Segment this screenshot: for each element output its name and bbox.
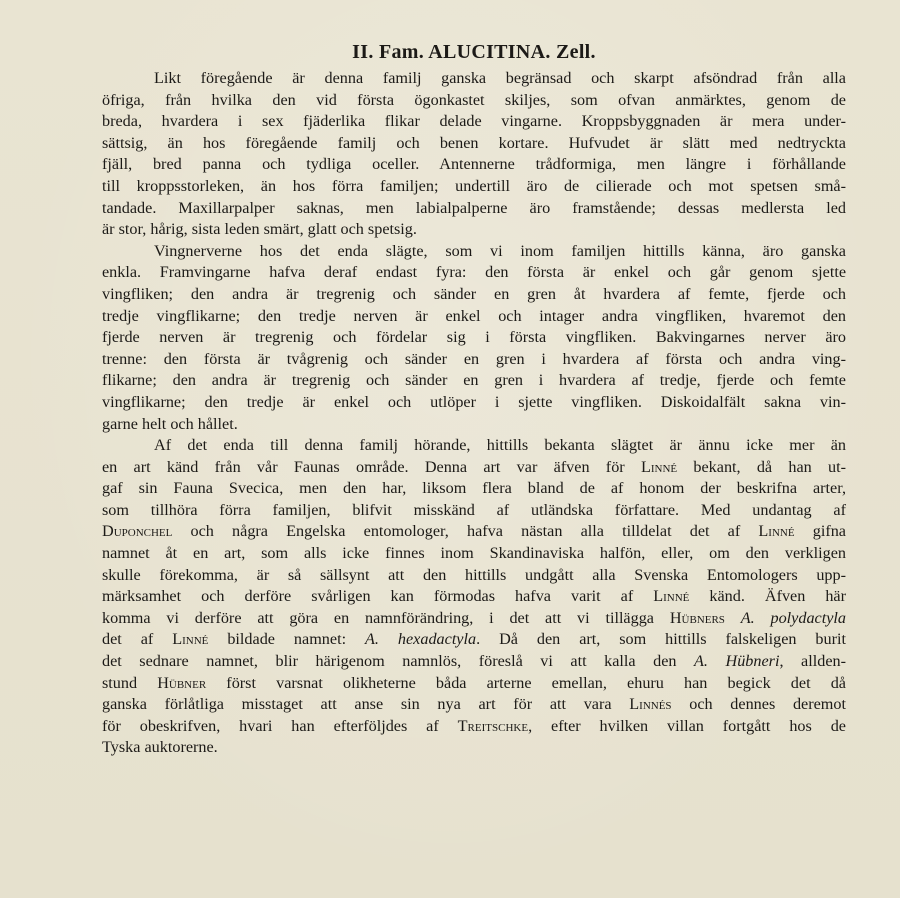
paragraph xyxy=(102,435,846,759)
text-line: sättsig, än hos föregående familj och benen kortare. Hufvudet är slätt med nedtryckta xyxy=(102,133,846,152)
text-line: trenne: den första är tvågrenig och sänder en gren i hvardera af första och andra ving- xyxy=(102,349,846,368)
text-line: Duponchel och några Engelska entomologer, hafva nästan alla tilldelat det af Linné gifna xyxy=(102,522,846,541)
text-line: ganska förlåtliga misstaget att anse sin nya art för att vara Linnés och dennes deremot xyxy=(102,695,846,714)
text-line: garne helt och hållet. xyxy=(102,414,238,433)
text-line: Tyska auktorerne. xyxy=(102,738,218,757)
paragraph xyxy=(102,68,846,241)
text-line: stund Hübner först varsnat olikheterne båda arterne emellan, ehuru han begick det då xyxy=(102,673,846,692)
text-block xyxy=(102,40,846,759)
paragraph xyxy=(102,241,846,435)
text-line: komma vi derföre att göra en namnförändring, i det att vi tillägga Hübners A. polydactyla xyxy=(102,608,847,627)
text-line: öfriga, från hvilka den vid första ögonkastet skiljes, som ofvan anmärktes, genom de xyxy=(102,90,846,109)
text-line: är stor, hårig, sista leden smärt, glatt och spetsig. xyxy=(102,220,417,239)
heading-number: II. xyxy=(352,41,374,63)
paragraphs xyxy=(102,68,846,759)
text-line: som tillhöra förra familjen, blifvit misskänd af utländska författare. Med undantag af xyxy=(102,500,846,519)
text-line: enkla. Framvingarne hafva deraf endast fyra: den första är enkel och går genom sjette xyxy=(102,263,846,282)
text-line: det sednare namnet, blir härigenom namnlös, föreslå vi att kalla den A. Hübneri, allden- xyxy=(102,652,846,671)
text-line: breda, hvardera i sex fjäderlika flikar delade vingarne. Kroppsbyggnaden är mera under- xyxy=(102,112,846,131)
text-line: tandade. Maxillarpalper saknas, men labialpalperne äro framstående; dessas medlersta led xyxy=(102,198,846,217)
text-line: Vingnerverne hos det enda slägte, som vi inom familjen hittills känna, äro ganska xyxy=(154,241,846,260)
text-line: fjäll, bred panna och tydliga oceller. Antennerne trådformiga, men längre i förhållande xyxy=(102,155,846,174)
text-line: gaf sin Fauna Svecica, men den har, liksom flera bland de af honom der beskrifna arter, xyxy=(102,479,846,498)
text-line: Af det enda till denna familj hörande, hittills bekanta slägtet är ännu icke mer än xyxy=(154,436,846,455)
text-line: Likt föregående är denna familj ganska begränsad och skarpt afsöndrad från alla xyxy=(154,69,846,87)
text-line: tredje vingflikarne; den tredje nerven är enkel och intager andra vingfliken, hvaremot den xyxy=(102,306,846,325)
text-line: fjerde nerven är tregrenig och fördelar sig i första vingfliken. Bakvingarnes nerver äro xyxy=(102,328,846,347)
text-line: märksamhet och derföre svårligen kan förmodas hafva varit af Linné känd. Äfven här xyxy=(102,587,846,606)
text-line: flikarne; den andra är tregrenig och sänder en gren i hvardera af tredje, fjerde och femte xyxy=(102,371,846,390)
text-line: för obeskrifven, hvari han efterföljdes af Treitschke, efter hvilken villan fortgått hos de xyxy=(102,716,846,735)
text-line: det af Linné bildade namnet: A. hexadactyla. Då den art, som hittills falskeligen burit xyxy=(102,630,847,649)
text-line: skulle förekomma, är så sällsynt att den hittills undgått alla Svenska Entomologers upp- xyxy=(102,565,846,584)
text-line: vingflikarne; den tredje är enkel och utlöper i sjette vingfliken. Diskoidalfält sakna vin- xyxy=(102,392,846,411)
text-line: vingfliken; den andra är tregrenig och sänder en gren åt hvardera af femte, fjerde och xyxy=(102,284,846,303)
heading-family-name: ALUCITINA. xyxy=(428,41,551,63)
heading-author: Zell. xyxy=(556,41,596,63)
text-line: en art känd från vår Faunas område. Denna art var äfven för Linné bekant, då han ut- xyxy=(102,457,846,476)
family-heading xyxy=(102,40,846,64)
text-line: till kroppsstorleken, än hos förra familjen; undertill äro de cilierade och mot spetsen små- xyxy=(102,176,846,195)
text-line: namnet åt en art, som alls icke finnes inom Skandinaviska halfön, eller, om den verkligen xyxy=(102,544,846,563)
heading-fam: Fam. xyxy=(378,41,425,63)
